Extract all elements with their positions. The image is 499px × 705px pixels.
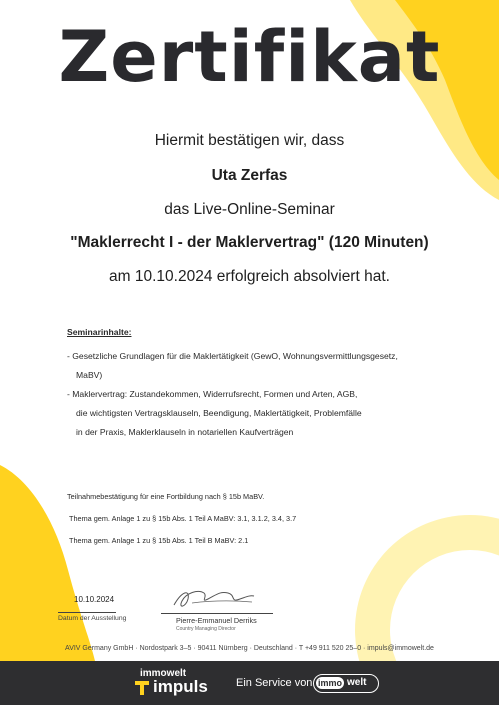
certification-line: Thema gem. Anlage 1 zu § 15b Abs. 1 Teil B MaBV: 2.1 xyxy=(69,536,249,545)
certification-block xyxy=(67,492,296,558)
certification-line: Thema gem. Anlage 1 zu § 15b Abs. 1 Teil A MaBV: 3.1, 3.1.2, 3.4, 3.7 xyxy=(69,514,297,523)
seminar-type: das Live-Online-Seminar xyxy=(164,201,335,218)
intro-text: Hiermit bestätigen wir, dass xyxy=(154,132,345,149)
logo-mark-icon xyxy=(135,681,149,695)
completion-text: am 10.10.2024 erfolgreich absolviert hat. xyxy=(109,268,390,285)
list-item-line: die wichtigsten Vertragsklauseln, Beendigung, Maklertätigkeit, Problemfälle xyxy=(76,408,362,418)
logo-top-text: immowelt xyxy=(140,668,187,679)
list-item-line: in der Praxis, Maklerklauseln in notariellen Kaufverträgen xyxy=(76,427,294,437)
list-item xyxy=(67,347,467,385)
list-item xyxy=(67,385,467,442)
issue-date-label: Datum der Ausstellung xyxy=(58,615,127,622)
brand-part-welt: welt xyxy=(347,677,367,688)
signature-divider xyxy=(161,613,273,614)
issue-date: 10.10.2024 xyxy=(74,595,115,604)
logo-bottom-text: impuls xyxy=(153,677,208,696)
company-address: AVIV Germany GmbH · Nordostpark 3–5 · 90411 Nürnberg · Deutschland · T +49 911 520 25–0 · impuls@immowelt.de xyxy=(65,645,434,652)
participant-name: Uta Zerfas xyxy=(211,167,288,184)
brand-part-immo: immo xyxy=(317,678,342,688)
service-text: Ein Service von xyxy=(236,677,313,689)
seminar-contents xyxy=(67,327,467,442)
list-item-line: - Gesetzliche Grundlagen für die Maklertätigkeit (GewO, Wohnungsvermittlungsgesetz, xyxy=(67,351,398,361)
list-item-line: - Maklervertrag: Zustandekommen, Widerrufsrecht, Formen und Arten, AGB, xyxy=(67,389,358,399)
certification-line: Teilnahmebestätigung für eine Fortbildung nach § 15b MaBV. xyxy=(67,492,265,501)
list-item-line: MaBV) xyxy=(76,370,103,380)
immowelt-brand-logo xyxy=(313,674,379,693)
date-divider xyxy=(58,612,116,613)
signer-role: Country Managing Director xyxy=(176,626,236,632)
seminar-title: "Maklerrecht I - der Maklervertrag" (120 Minuten) xyxy=(70,234,429,251)
certificate-title: Zertifikat xyxy=(58,16,441,98)
signature-image xyxy=(168,583,258,613)
immowelt-impuls-logo xyxy=(135,668,215,700)
signer-name: Pierre-Emmanuel Derriks xyxy=(176,616,257,625)
contents-heading: Seminarinhalte: xyxy=(67,327,132,337)
